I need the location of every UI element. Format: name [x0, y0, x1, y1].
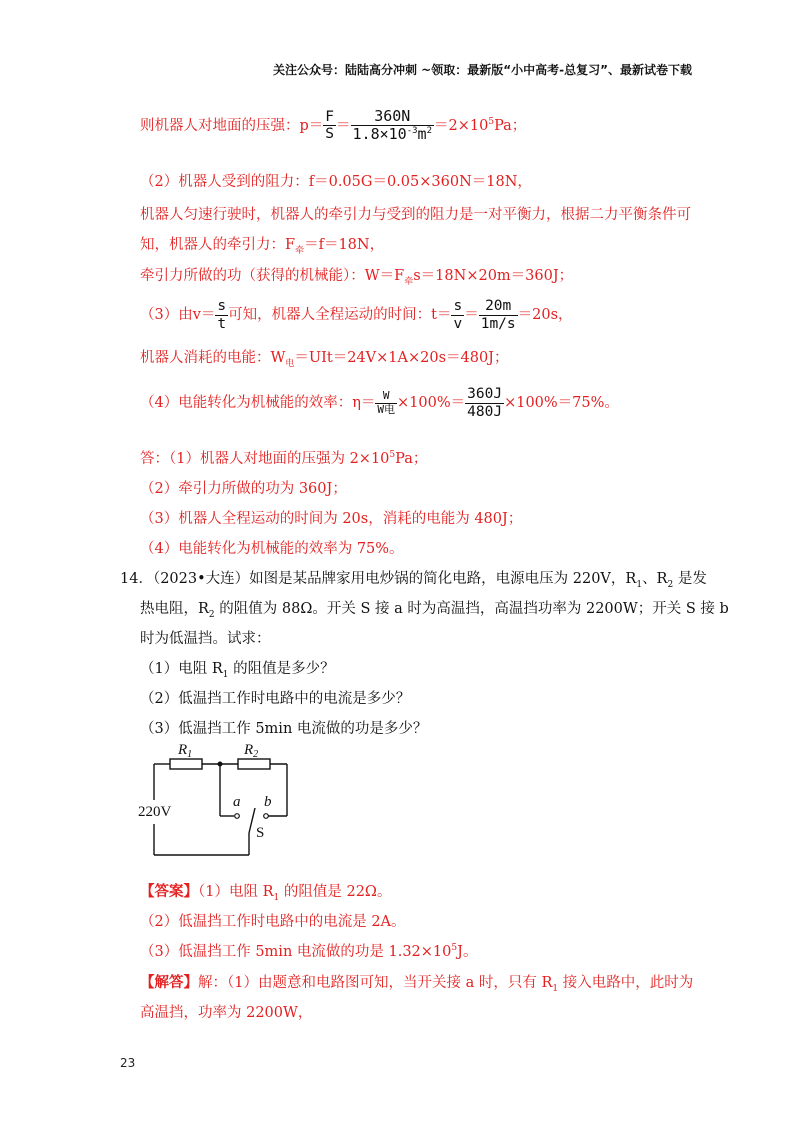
- energy-line: 机器人消耗的电能：$W_电=UIt=24V\times 1A\times 20s=480J$；: [140, 350, 509, 369]
- page-number: 23: [120, 1056, 136, 1070]
- contact-a: [235, 814, 240, 819]
- time-line: （3）由v＝ $\frac{s}{t}$ 可知，机器人全程运动的时间：t＝ $\frac{s}{v}$ ＝ $\frac{20m}{1m/s}$ ＝20s，: [140, 298, 573, 332]
- work-line: 牵引力所做的功（获得的机械能）：$W=F_牵s=18N\times 20m=360J$；: [140, 268, 574, 287]
- question-14-line1: 14．（2023•大连）如图是某品牌家用电炒锅的简化电路，电源电压为 220V，$R_1$、$R_2$ 是发: [120, 571, 707, 590]
- resistance-line: （2）机器人受到的阻力：f＝0.05G＝0.05×360N＝18N，: [140, 174, 532, 190]
- analysis-tag: 【解答】: [140, 974, 198, 991]
- resistor-r1: [170, 759, 202, 769]
- fraction-time: $\frac{20m}{1m/s}$: [480, 298, 516, 332]
- question-14-line3: 时为低温挡。试求：: [140, 631, 271, 647]
- traction-line: 知，机器人的牵引力：$F_牵=f=18N$，: [140, 237, 385, 256]
- answer-part1: 【答案】（1）电阻 $R_1$ 的阻值是 22Ω。: [140, 883, 392, 903]
- pressure-line: 则机器人对地面的压强：p＝ $\frac{F}{S}$ ＝ $\frac{360N}{1.8\times 10^{-3}m^2}$ $=2\times 10^5Pa$；: [140, 107, 527, 144]
- fraction-s-over-t: $\frac{s}{t}$: [217, 298, 227, 332]
- question-14-part3: （3）低温挡工作 5min 电流做的功是多少？: [140, 721, 428, 737]
- question-14-part1: （1）电阻 $R_1$ 的阻值是多少？: [140, 661, 335, 680]
- answer-part2: （2）低温挡工作时电路中的电流是 2A。: [140, 914, 406, 930]
- a-label: a: [233, 794, 241, 810]
- r1-label: $R_1$: [178, 742, 193, 760]
- junction-dot: [218, 762, 223, 767]
- answer-summary-4: （4）电能转化为机械能的效率为 75%。: [140, 541, 404, 557]
- voltage-label: 220V: [138, 804, 172, 820]
- b-label: b: [264, 794, 272, 810]
- question-14-line2: 热电阻，$R_2$ 的阻值为 88Ω。开关 S 接 a 时为高温挡，高温挡功率为 2200W；开关 S 接 b: [140, 601, 729, 620]
- r2-label: $R_2$: [244, 742, 259, 760]
- question-14-part2: （2）低温挡工作时电路中的电流是多少？: [140, 691, 411, 707]
- efficiency-line: （4）电能转化为机械能的效率：η＝ W W电 ×100%＝ $\frac{360J}{480J}$ ×100%＝75%。: [140, 386, 619, 420]
- analysis-line2: 高温挡，功率为 2200W，: [140, 1005, 313, 1021]
- answer-tag: 【答案】: [140, 883, 198, 900]
- answer-summary-2: （2）牵引力所做的功为 360J；: [140, 481, 347, 497]
- answer-part3: （3）低温挡工作 5min 电流做的功是 $1.32\times 10^5J$。: [140, 943, 478, 960]
- analysis-line1: 【解答】解：（1）由题意和电路图可知，当开关接 a 时，只有 $R_1$ 接入电路中，此时为: [140, 974, 694, 994]
- fraction-f-over-s: $\frac{F}{S}$: [325, 108, 335, 143]
- switch-label: S: [256, 825, 265, 841]
- fraction-w-over-we: W W电: [377, 389, 396, 416]
- page-header: 关注公众号：陆陆高分冲刺 ~领取：最新版“小中高考-总复习”、最新试卷下载: [273, 63, 692, 77]
- balance-line: 机器人匀速行驶时，机器人的牵引力与受到的阻力是一对平衡力，根据二力平衡条件可: [140, 207, 691, 223]
- fraction-s-over-v: $\frac{s}{v}$: [453, 298, 463, 332]
- contact-b: [264, 814, 269, 819]
- answer-summary-1: 答：（1）机器人对地面的压强为 $2\times 10^5Pa$；: [140, 450, 428, 467]
- fraction-pressure: $\frac{360N}{1.8\times 10^{-3}m^2}$: [352, 107, 432, 144]
- resistor-r2: [238, 759, 270, 769]
- fraction-efficiency: $\frac{360J}{480J}$: [467, 386, 503, 420]
- circuit-diagram: [130, 738, 310, 863]
- answer-summary-3: （3）机器人全程运动的时间为 20s，消耗的电能为 480J；: [140, 511, 523, 527]
